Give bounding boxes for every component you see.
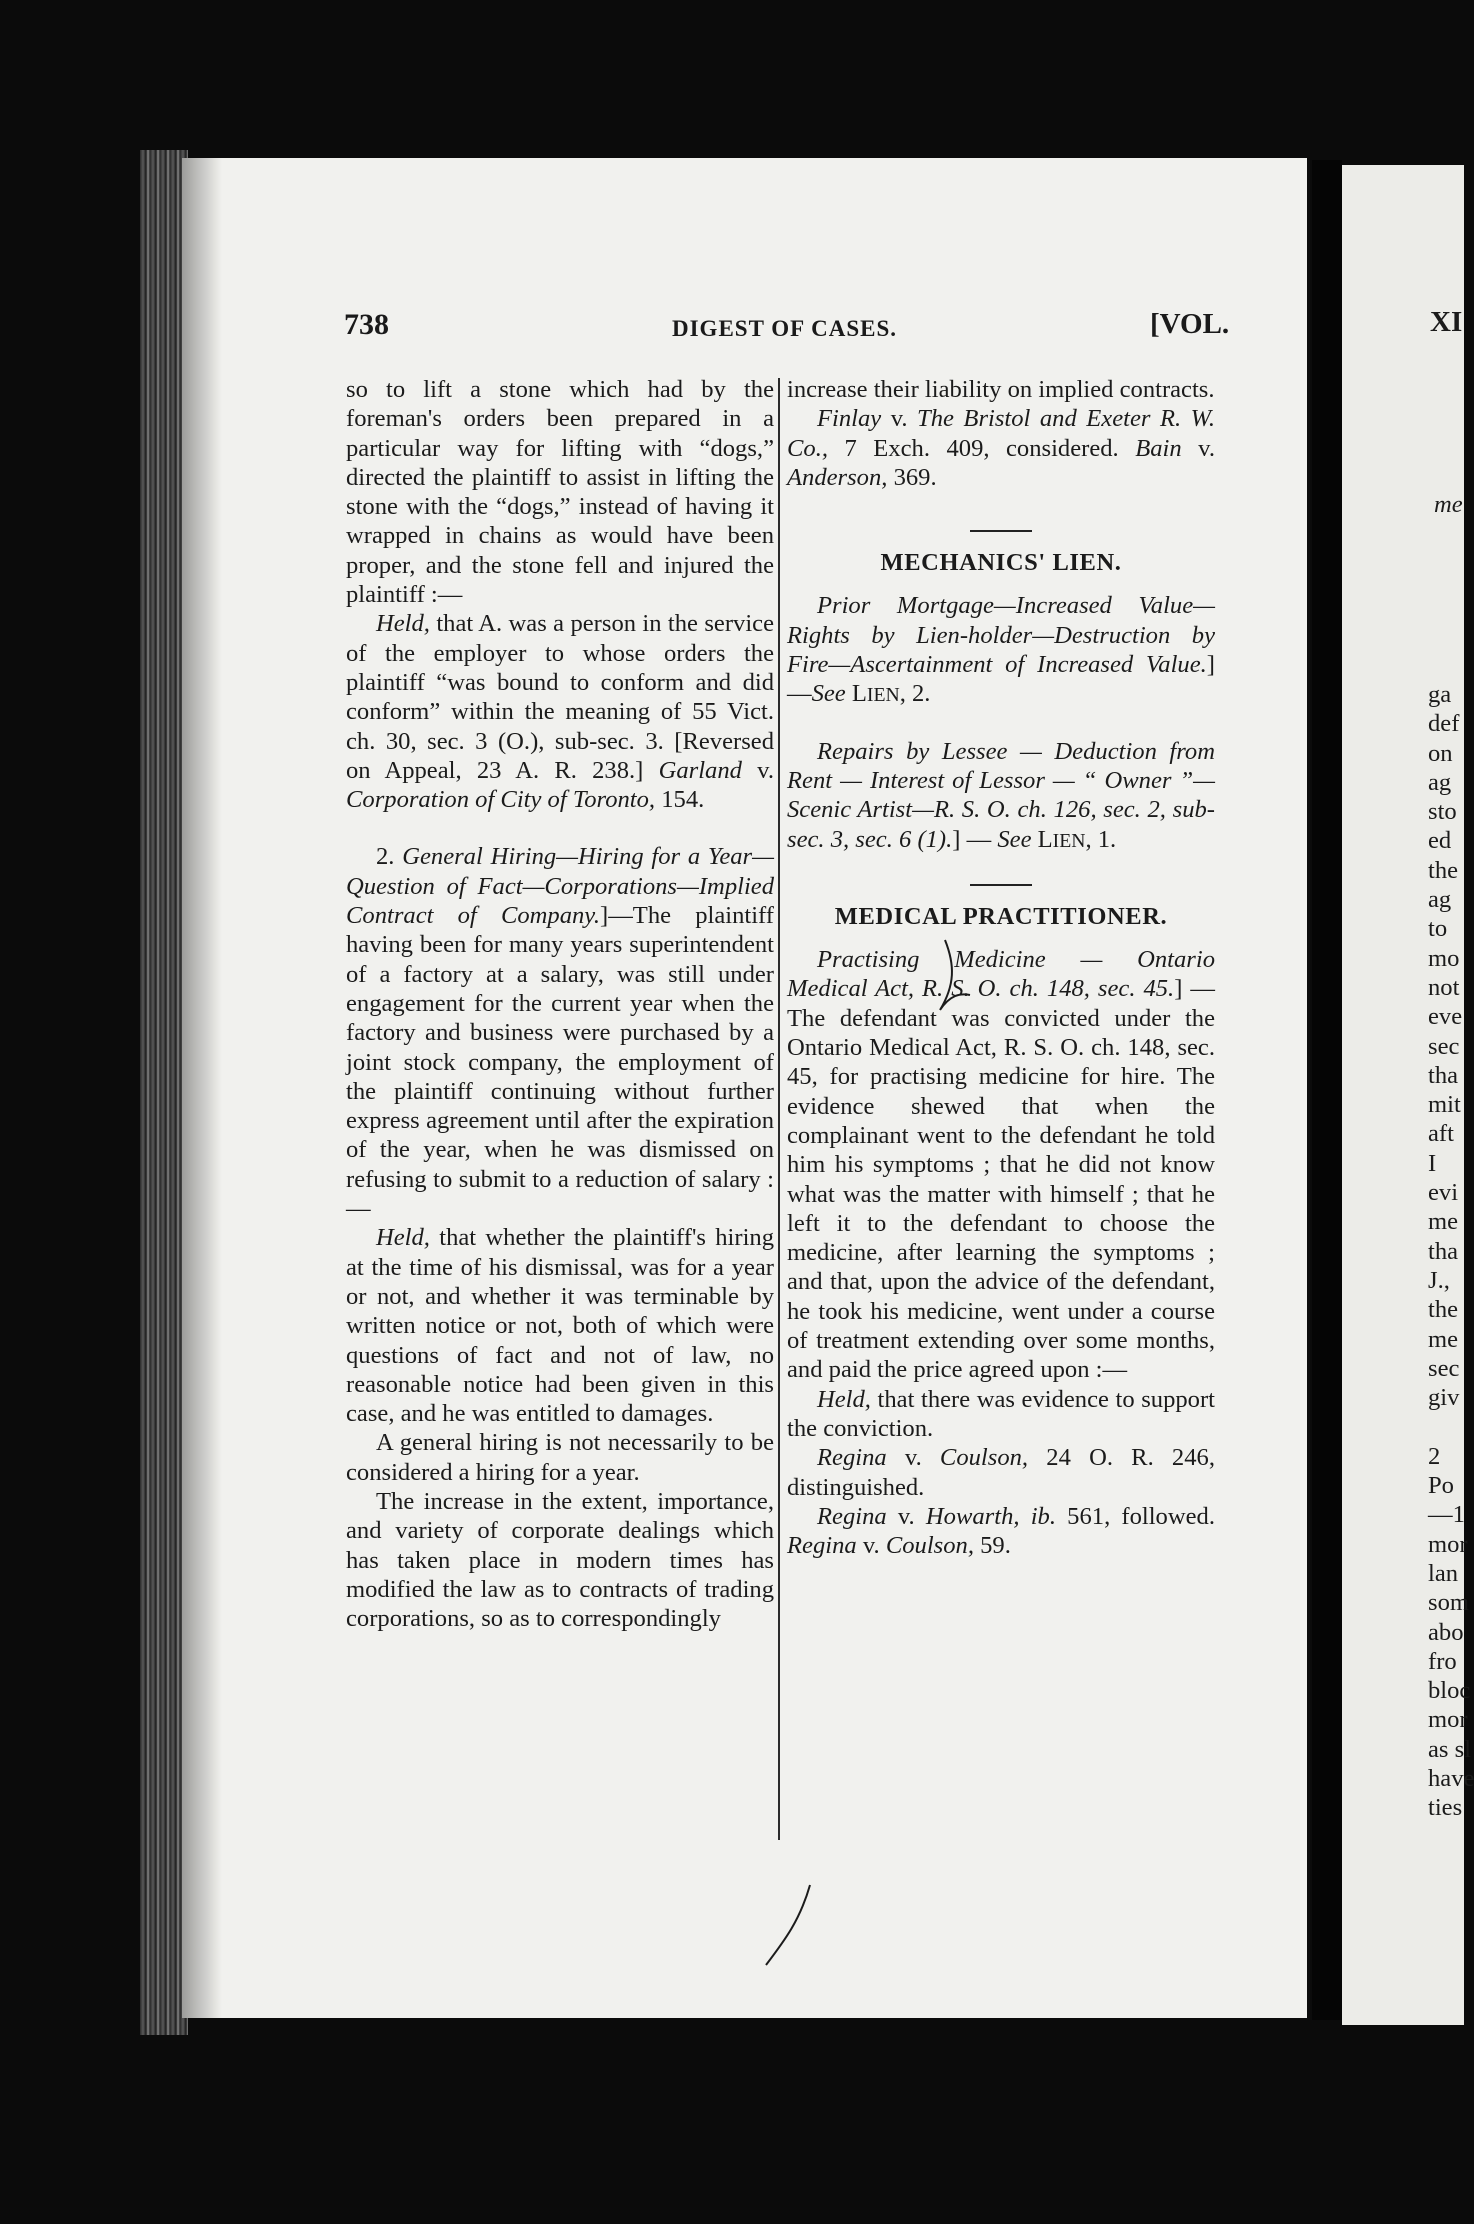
facing-page-line: J., [1428,1266,1450,1294]
paragraph: A general hiring is not necessarily to be considered a hiring for a year. [346,1429,774,1486]
paragraph: Held, that there was evidence to support the conviction. [787,1385,1215,1442]
paragraph: Regina v. Coulson, 24 O. R. 246, distinguished. [787,1444,1215,1501]
facing-page-line: me [1428,1325,1459,1353]
book-gutter [1312,160,1342,2020]
facing-page-line: —1 [1428,1501,1465,1529]
section-rule [970,884,1032,886]
facing-page-line: the [1428,1296,1459,1324]
facing-page-line: tha [1428,1061,1459,1089]
paragraph: Repairs by Lessee — Deduction from Rent — Interest of Lessor — “ Owner ”—Scenic Artist—R. S. O. ch. 126, sec. 2, sub-sec. 3, sec. 6 (1).] — See LIEN, 1. [787,737,1215,853]
facing-page-line: not [1428,973,1460,1001]
paragraph: Regina v. Howarth, ib. 561, followed. Regina v. Coulson, 59. [787,1502,1215,1560]
facing-page-line: on [1428,739,1453,767]
facing-page-line: mit [1428,1091,1461,1119]
facing-page-line: me [1428,1208,1459,1236]
facing-page-header: XI [1430,306,1463,338]
facing-page-line: sec [1428,1354,1460,1382]
heading-medical-practitioner: MEDICAL PRACTITIONER. [834,902,1168,930]
facing-page-line: sec [1428,1032,1460,1060]
paragraph: Prior Mortgage—Increased Value—Rights by Lien-holder—Destruction by Fire—Ascertainment of Increased Value.]—See LIEN, 2. [787,592,1215,708]
facing-page-line: to [1428,915,1448,943]
column-divider [778,378,780,1840]
pen-stroke-mark [760,1880,820,1970]
facing-page-line: ties [1428,1794,1463,1822]
paragraph: increase their liability on implied contracts. [787,376,1215,403]
paragraph: Held, that whether the plaintiff's hiring at the time of his dismissal, was for a year or not, and whether it was terminable by written notice or not, both of which were questions of fact and not of law, no reasonable notice had been given in this case, and he was entitled to damages. [346,1224,774,1428]
facing-page-line: mo [1428,944,1460,972]
facing-page-line: as sl [1428,1735,1472,1763]
facing-page-line: the [1428,856,1459,884]
facing-page-line: aft [1428,1120,1454,1148]
facing-page-line: ed [1428,827,1452,855]
facing-page-line: som [1428,1589,1469,1617]
facing-page-line: ag [1428,886,1452,914]
facing-page-line: evi [1428,1179,1459,1207]
paragraph: Practising Medicine — Ontario Medical Act, R. S. O. ch. 148, sec. 45.] —The defendant was convicted under the Ontario Medical Act, R. S. O. ch. 148, sec. 45, for practising medicine for hire. The evidence shewed that when the complainant went to the defendant he told him his symptoms ; that he did not know what was the matter with himself ; that he left it to the defendant to choose the medicine, after learning the symptoms ; and that, upon the advice of the defendant, he took his medicine, went under a course of treatment extending over some months, and paid the price agreed upon :— [787,946,1215,1384]
facing-page-line: fro [1428,1647,1457,1675]
page-number: 738 [344,308,389,341]
volume-mark: [VOL. [1150,308,1230,340]
facing-page-line: ga [1428,681,1452,708]
facing-page-line: 2 [1428,1442,1441,1470]
book-page-edges [140,150,188,2035]
paragraph: The increase in the extent, importance, and variety of corporate dealings which has taken place in modern times has modified the law as to contracts of trading corporations, so as to correspondingly [346,1487,774,1633]
pen-bracket-mark [915,935,975,1015]
facing-page-line: have [1428,1764,1474,1792]
paragraph: Held, that A. was a person in the service of the employer to whose orders the plaintiff “was bound to conform and did conform” within the meaning of 55 Vict. ch. 30, sec. 3 (O.), sub-sec. 3. [Reversed on Appeal, 23 A. R. 238.] Garland v. Corporation of City of Toronto, 154. [346,610,774,814]
facing-page-text-fragments [1428,680,1474,1823]
paragraph: Finlay v. The Bristol and Exeter R. W. Co., 7 Exch. 409, considered. Bain v. Anderson, 369. [787,405,1216,491]
running-title: DIGEST OF CASES. [672,316,897,341]
facing-page-line: abo [1428,1618,1464,1646]
facing-page-line: sto [1428,798,1457,826]
facing-page-line: lan [1428,1559,1459,1587]
facing-page-line: eve [1428,1003,1463,1031]
facing-page-line: mor [1428,1530,1468,1558]
facing-page-line: tha [1428,1237,1459,1265]
facing-page-line [1428,1412,1474,1441]
facing-page-line: def [1428,710,1460,738]
paragraph: so to lift a stone which had by the foreman's orders been prepared in a particular way for lifting with “dogs,” directed the plaintiff to assist in lifting the stone with the “dogs,” instead of having it wrapped in chains as would have been proper, and the stone fell and injured the plaintiff :— [346,376,774,609]
right-column [787,375,1215,1845]
facing-page-line: giv [1428,1384,1460,1412]
right-column-continuation [787,375,1215,492]
facing-page-line: Po [1428,1472,1454,1500]
heading-mechanics-lien: MECHANICS' LIEN. [880,549,1122,577]
mechanics-lien-entries [787,591,1215,855]
left-column [346,375,774,1845]
medical-practitioner-entries [787,945,1215,1560]
facing-page-line: bloc [1428,1677,1471,1705]
facing-page-fragment: me [1434,491,1463,518]
binding-shadow [182,158,222,2018]
facing-page-line: mor [1428,1706,1468,1734]
section-rule [970,530,1032,532]
paragraph: 2. General Hiring—Hiring for a Year—Question of Fact—Corporations—Implied Contract of Company.]—The plaintiff having been for many years superintendent of a factory at a salary, was still under engagement for the current year when the factory and business were purchased by a joint stock company, the employment of the plaintiff continuing without further express agreement until after the expiration of the year, when he was dismissed on refusing to submit to a reduction of salary :— [346,843,774,1223]
facing-page-line: ag [1428,768,1452,796]
facing-page-line: I [1428,1149,1437,1177]
